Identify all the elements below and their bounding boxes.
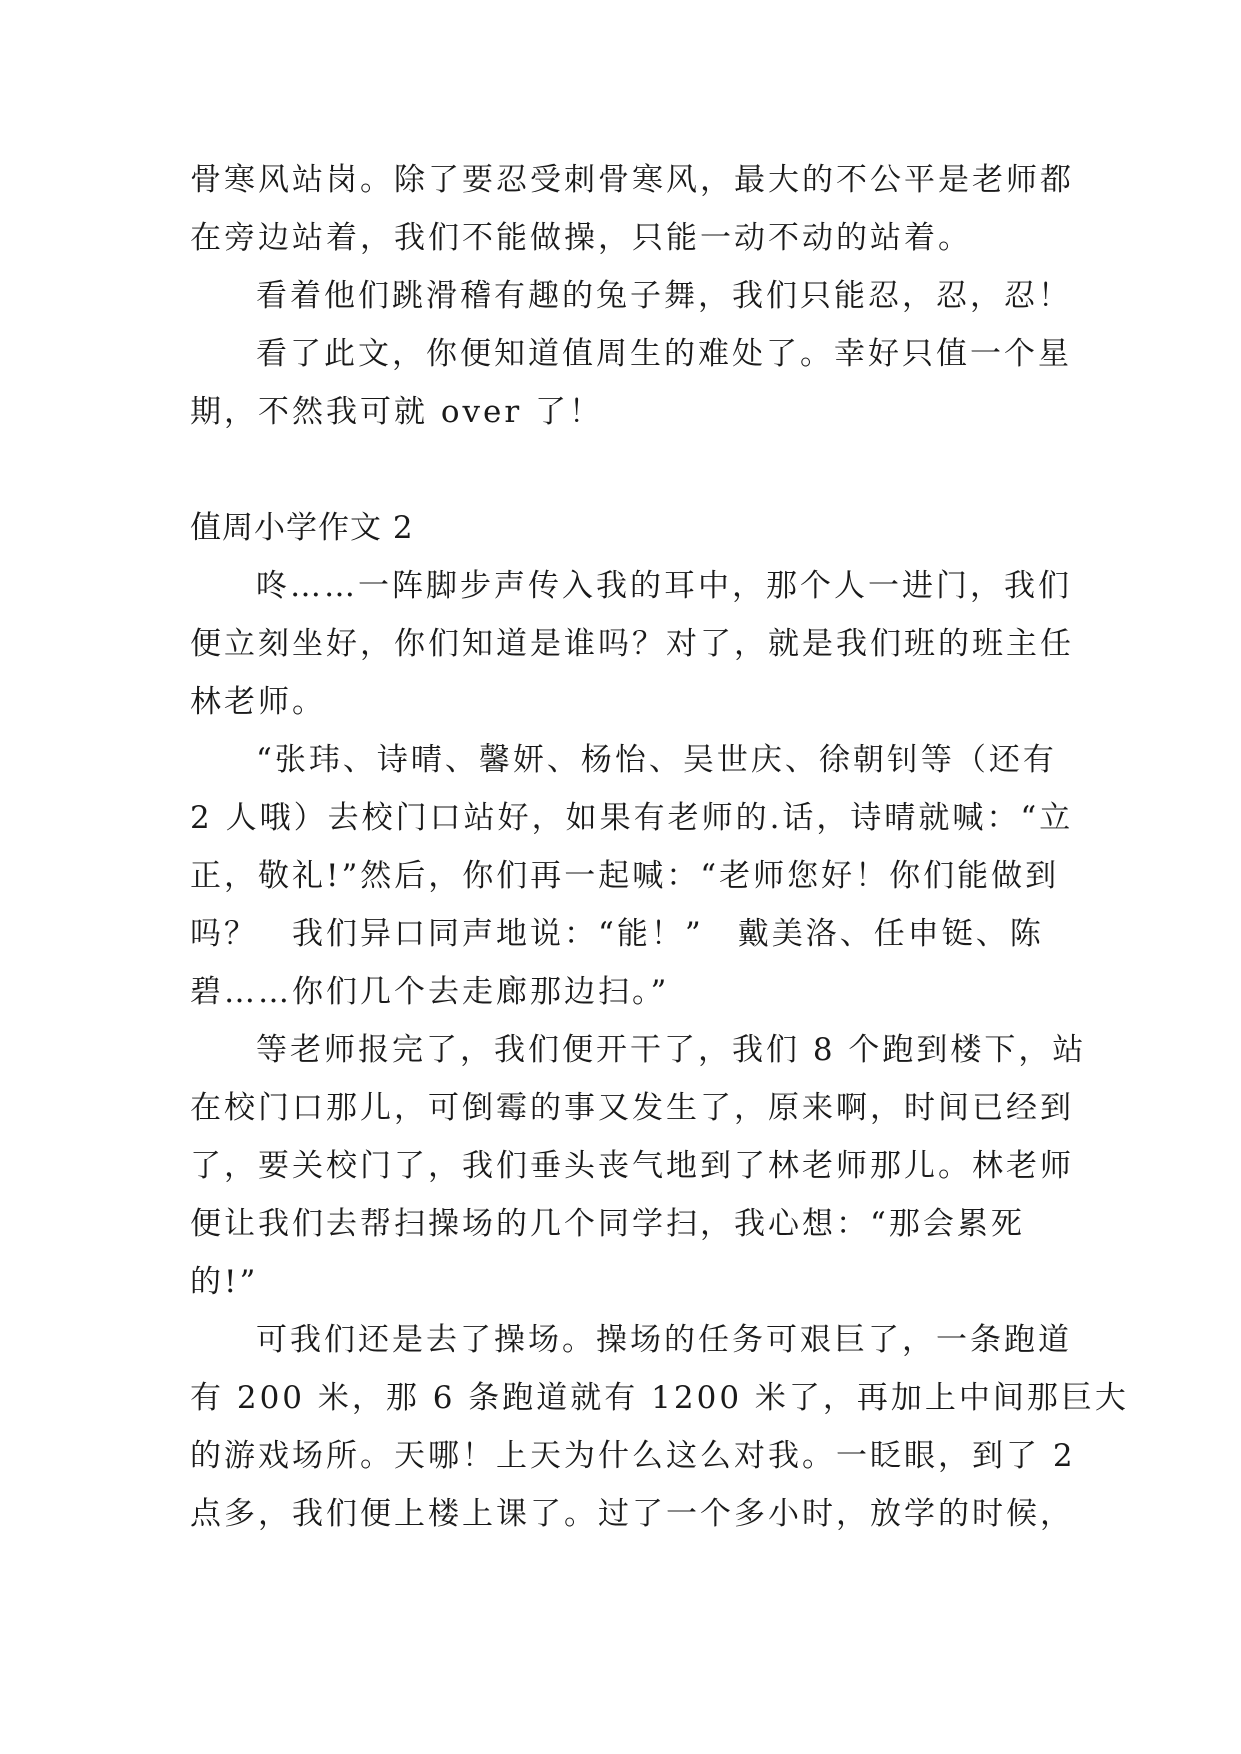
paragraph-line: “张玮、诗晴、馨妍、杨怡、吴世庆、徐朝钊等（还有 xyxy=(256,742,1057,778)
paragraph-line: 有 200 米，那 6 条跑道就有 1200 米了，再加上中间那巨大 xyxy=(190,1380,1129,1416)
paragraph-line: 在旁边站着，我们不能做操，只能一动不动的站着。 xyxy=(190,220,972,256)
paragraph-line: 便立刻坐好，你们知道是谁吗？对了，就是我们班的班主任 xyxy=(190,626,1074,662)
paragraph-line: 的游戏场所。天哪！上天为什么这么对我。一眨眼，到了 2 xyxy=(190,1438,1076,1474)
paragraph-line: 2 人哦）去校门口站好，如果有老师的.话，诗晴就喊：“立 xyxy=(190,800,1074,836)
paragraph-line: 期，不然我可就 over 了！ xyxy=(190,394,604,430)
paragraph-line: 等老师报完了，我们便开干了，我们 8 个跑到楼下，站 xyxy=(256,1032,1087,1068)
paragraph-line: 吗？ 我们异口同声地说：“能！” 戴美洛、任申铤、陈 xyxy=(190,916,1044,952)
paragraph-line: 骨寒风站岗。除了要忍受刺骨寒风，最大的不公平是老师都 xyxy=(190,162,1074,198)
paragraph-line: 碧……你们几个去走廊那边扫。” xyxy=(190,974,670,1010)
section-title: 值周小学作文 2 xyxy=(190,510,414,546)
paragraph-line: 的!” xyxy=(190,1264,259,1300)
paragraph-line: 便让我们去帮扫操场的几个同学扫，我心想：“那会累死 xyxy=(190,1206,1025,1242)
paragraph-line: 咚……一阵脚步声传入我的耳中，那个人一进门，我们 xyxy=(256,568,1072,604)
paragraph-line: 在校门口那儿，可倒霉的事又发生了，原来啊，时间已经到 xyxy=(190,1090,1074,1126)
paragraph-line: 了，要关校门了，我们垂头丧气地到了林老师那儿。林老师 xyxy=(190,1148,1074,1184)
paragraph-line: 看着他们跳滑稽有趣的兔子舞，我们只能忍，忍，忍！ xyxy=(256,278,1072,314)
paragraph-line: 看了此文，你便知道值周生的难处了。幸好只值一个星 xyxy=(256,336,1072,372)
paragraph-line: 点多，我们便上楼上课了。过了一个多小时，放学的时候， xyxy=(190,1496,1074,1532)
paragraph-line: 可我们还是去了操场。操场的任务可艰巨了，一条跑道 xyxy=(256,1322,1072,1358)
paragraph-line: 正，敬礼!”然后，你们再一起喊：“老师您好！你们能做到 xyxy=(190,858,1060,894)
paragraph-line: 林老师。 xyxy=(190,684,326,720)
